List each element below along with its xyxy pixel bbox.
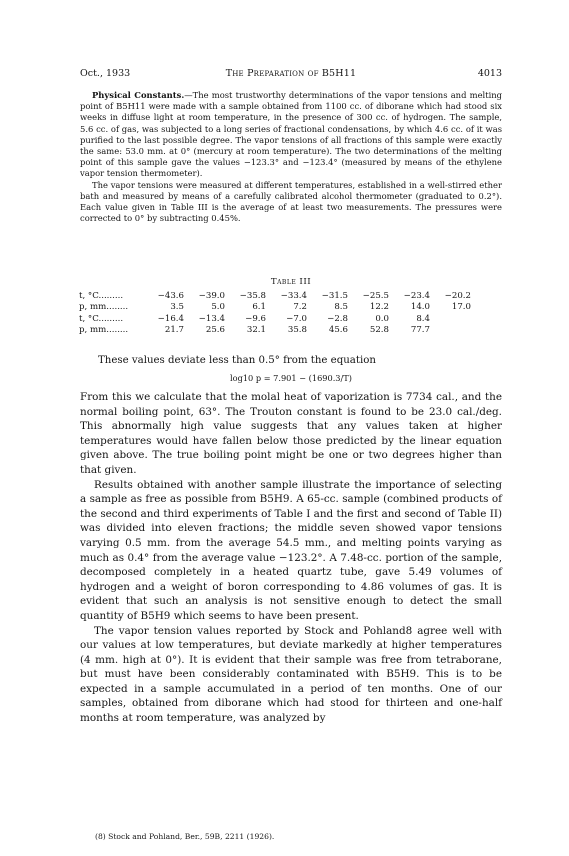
table-cell: 8.5 xyxy=(334,302,348,313)
table-cell: 8.4 xyxy=(416,313,430,324)
paragraph-vapor-tensions: The vapor tensions were measured at different temperatures, established in a well-stirred ether bath and measured by means of a carefully calibrated alcohol thermometer (graduated to 0.2°). Each value given in Table III is the average of at least two measurements. The pressures were corrected to 0° by subtracting 0.45%. xyxy=(80,179,502,224)
paragraph-second-sample: Results obtained with another sample illustrate the importance of selecting a sample as free as possible from B5H9. A 65-cc. sample (combined products of the second and third experiments of Table I and the first and second of Table II) was divided into eleven fractions; the middle seven showed vapor tensions varying 0.5 mm. from the average 54.5 mm., and melting points varying as much as 0.4° from the average value −123.2°. A 7.48-cc. portion of the sample, decomposed completely in a heated quartz tube, gave 5.49 volumes of hydrogen and a weight of boron corresponding to 4.86 volumes of gas. It is evident that such an analysis is not sensitive enough to detect the small quantity of B5H9 which seems to have been present. xyxy=(80,478,502,622)
table-cell: −13.4 xyxy=(198,313,225,324)
table-cell: 5.0 xyxy=(211,302,225,313)
paragraph-physical-constants xyxy=(80,90,502,180)
table-cell: 7.2 xyxy=(293,302,307,313)
row-label: t, °C......... xyxy=(79,291,124,302)
table-cell: 12.2 xyxy=(369,302,389,313)
table-cell: −20.2 xyxy=(444,291,471,302)
footnote: (8) Stock and Pohland, Ber., 59B, 2211 (1926). xyxy=(95,832,275,841)
table-cell: 17.0 xyxy=(451,302,471,313)
table-cell: 25.6 xyxy=(205,324,225,335)
running-header xyxy=(80,68,502,80)
table-row xyxy=(79,325,471,336)
equation-intro: These values deviate less than 0.5° from the equation xyxy=(98,355,376,366)
table-cell: 32.1 xyxy=(246,324,266,335)
vapor-tension-table xyxy=(79,291,471,336)
table-cell: 77.7 xyxy=(410,324,430,335)
table-cell: −16.4 xyxy=(157,313,184,324)
table-cell: 6.1 xyxy=(252,302,266,313)
table-cell: −2.8 xyxy=(327,313,348,324)
table-row xyxy=(79,291,471,302)
table-cell: −7.0 xyxy=(286,313,307,324)
table-cell: 3.5 xyxy=(170,302,184,313)
paragraph-heat-of-vaporization: From this we calculate that the molal heat of vaporization is 7734 cal., and the normal boiling point, 63°. The Trouton constant is found to be 23.0 cal./deg. This abnormally high value suggests that any values taken at higher temperatures would have fallen below those predicted by the linear equation given above. The true boiling point might be one or two degrees higher than that given. xyxy=(80,391,502,476)
table-row xyxy=(79,302,471,313)
row-label: t, °C......... xyxy=(79,313,124,324)
table-cell: −31.5 xyxy=(321,291,348,302)
physical-constants-section xyxy=(80,90,502,224)
table-cell xyxy=(430,314,471,325)
body-text xyxy=(80,390,502,726)
equation: log10 p = 7.901 − (1690.3/T) xyxy=(230,373,352,383)
table-cell: 14.0 xyxy=(410,302,430,313)
table-cell: −33.4 xyxy=(280,291,307,302)
table-cell: −39.0 xyxy=(198,291,225,302)
table-cell xyxy=(430,325,471,336)
table-cell: −35.8 xyxy=(239,291,266,302)
table-cell: −25.5 xyxy=(362,291,389,302)
table-cell: 21.7 xyxy=(164,324,184,335)
paragraph-stock-pohland: The vapor tension values reported by Stock and Pohland8 agree well with our values at low temperatures, but deviate markedly at higher temperatures (4 mm. high at 0°). It is evident that their sample was free from tetraborane, but must have been considerably contaminated with B5H9. This is to be expected in a sample accumulated in a period of ten months. One of our samples, obtained from diborane which had stood for thirteen and one-half months at room temperature, was analyzed by xyxy=(80,624,502,725)
table-cell: 52.8 xyxy=(369,324,389,335)
table-cell: −23.4 xyxy=(403,291,430,302)
table-cell: 45.6 xyxy=(328,324,348,335)
paragraph-text: —The most trustworthy determinations of the vapor tensions and melting point of B5H11 were made with a sample obtained from 1100 cc. of diborane which had stood six weeks in diffuse light at room temperature, in the presence of 300 cc. of hydrogen. The sample, 5.6 cc. of gas, was subjected to a long series of fractional condensations, by which 4.6 cc. of it was purified to the last possible degree. The vapor tensions of all fractions of this sample were exactly the same: 53.0 mm. at 0° (mercury at room temperature). The two determinations of the melting point of this sample gave the values −123.3° and −123.4° (measured by means of the ethylene vapor tension thermometer). xyxy=(80,90,503,179)
row-label: p, mm........ xyxy=(79,302,129,313)
table-cell: −43.6 xyxy=(157,291,184,302)
header-date: Oct., 1933 xyxy=(80,68,131,79)
header-title: The Preparation of B5H11 xyxy=(225,68,357,79)
table-cell: −9.6 xyxy=(245,313,266,324)
page-number: 4013 xyxy=(477,68,502,79)
table-cell: 0.0 xyxy=(375,313,389,324)
table-cell: 35.8 xyxy=(287,324,307,335)
table-caption: Table III xyxy=(270,277,312,287)
section-heading: Physical Constants. xyxy=(92,90,185,100)
table-row xyxy=(79,314,471,325)
row-label: p, mm........ xyxy=(79,324,129,335)
